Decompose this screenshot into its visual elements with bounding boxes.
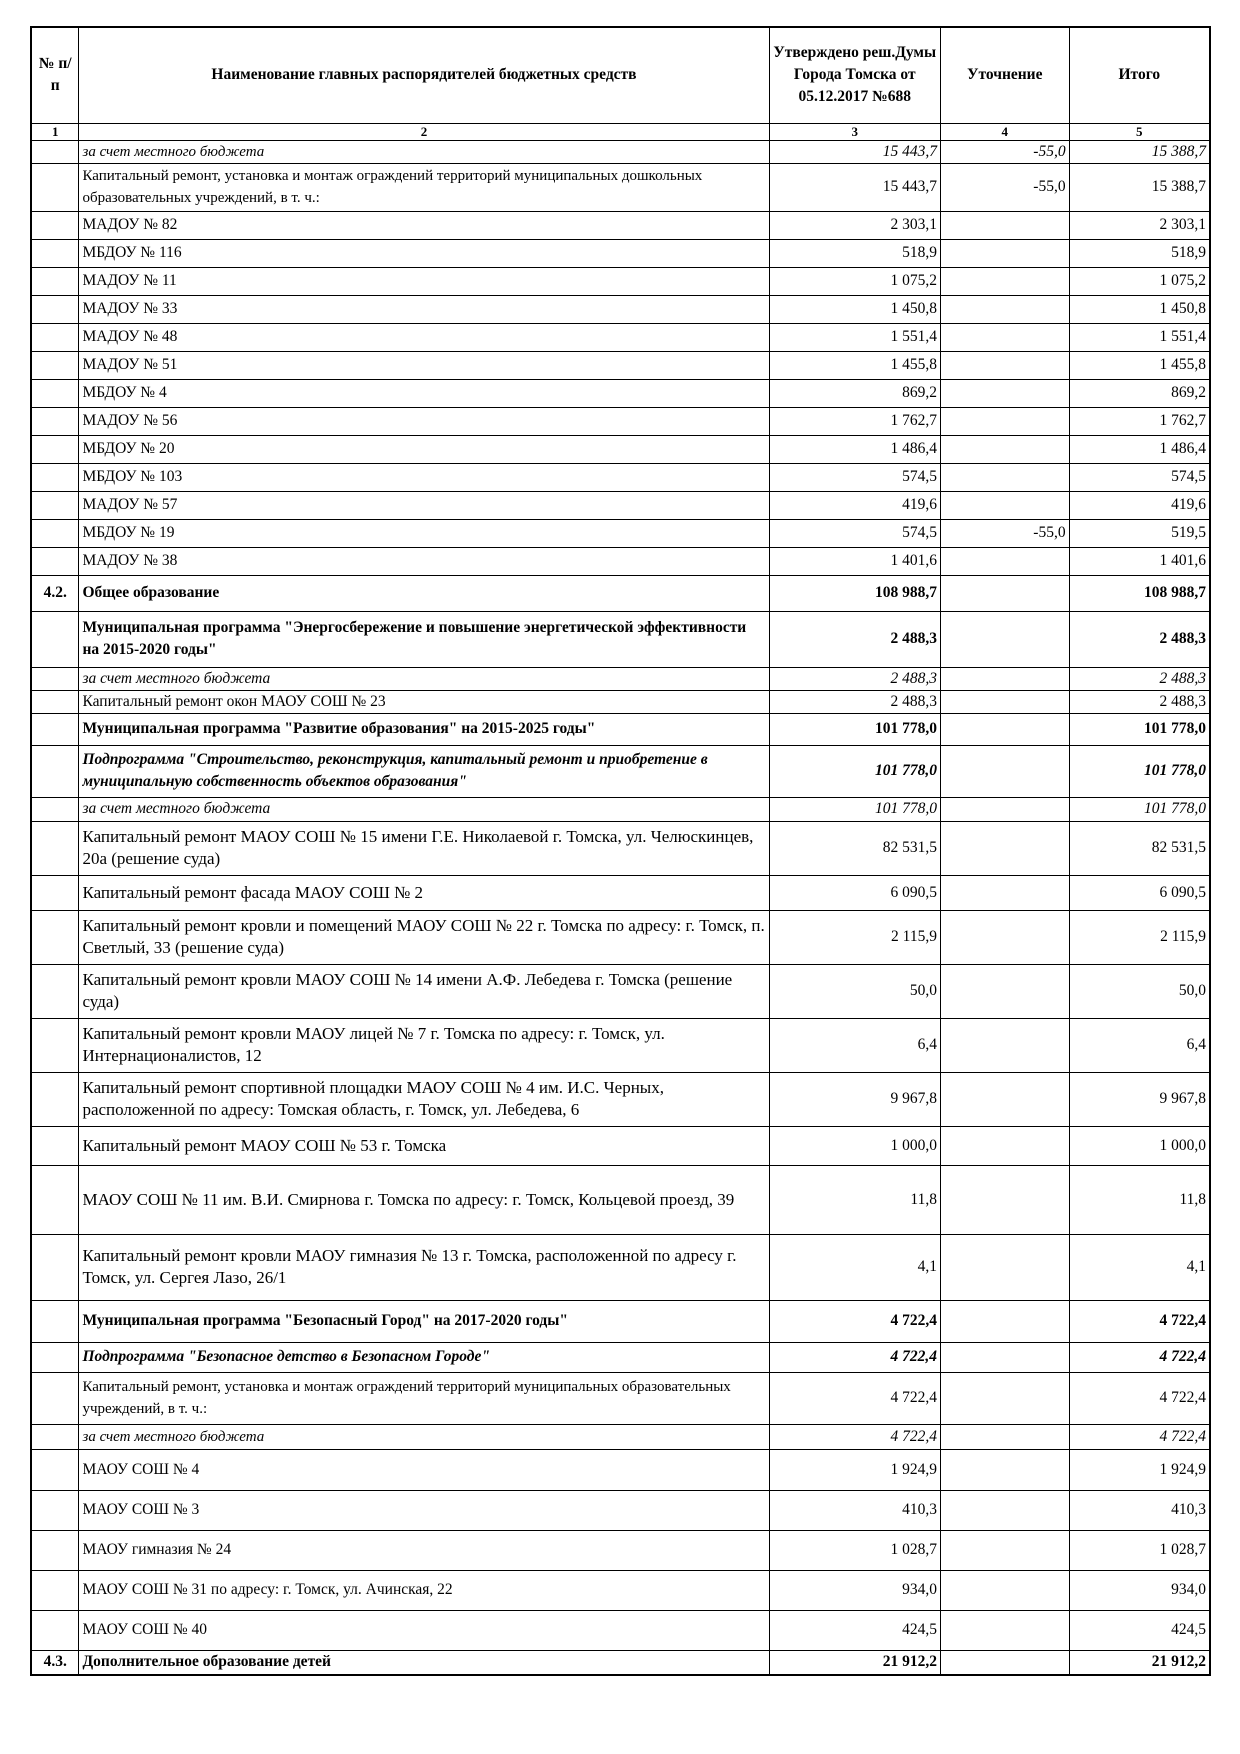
total-value: 50,0 bbox=[1069, 964, 1210, 1018]
total-value: 519,5 bbox=[1069, 519, 1210, 547]
row-name: МАОУ СОШ № 3 bbox=[79, 1490, 769, 1530]
table-row bbox=[31, 1424, 1210, 1449]
clarification-value bbox=[940, 239, 1069, 267]
total-value: 869,2 bbox=[1069, 379, 1210, 407]
clarification-value bbox=[940, 1449, 1069, 1490]
total-value: 4 722,4 bbox=[1069, 1372, 1210, 1424]
clarification-value bbox=[940, 713, 1069, 745]
total-value: 108 988,7 bbox=[1069, 575, 1210, 611]
table-row bbox=[31, 1570, 1210, 1610]
row-number bbox=[31, 1449, 79, 1490]
row-name: МАДОУ № 11 bbox=[79, 267, 769, 295]
row-name: МАОУ СОШ № 4 bbox=[79, 1449, 769, 1490]
approved-value: 1 000,0 bbox=[769, 1126, 940, 1165]
clarification-value bbox=[940, 1072, 1069, 1126]
total-value: 101 778,0 bbox=[1069, 745, 1210, 797]
approved-value: 2 488,3 bbox=[769, 667, 940, 690]
header-clarification: Уточнение bbox=[940, 27, 1069, 123]
table-row bbox=[31, 1449, 1210, 1490]
row-name: МАДОУ № 57 bbox=[79, 491, 769, 519]
row-number bbox=[31, 267, 79, 295]
approved-value: 4 722,4 bbox=[769, 1372, 940, 1424]
row-name: Капитальный ремонт кровли МАОУ лицей № 7 г. Томска по адресу: г. Томск, ул. Интернационалистов, 12 bbox=[79, 1018, 769, 1072]
approved-value: 101 778,0 bbox=[769, 745, 940, 797]
row-name: МАДОУ № 56 bbox=[79, 407, 769, 435]
row-name: Подпрограмма "Строительство, реконструкция, капитальный ремонт и приобретение в муниципальную собственность объектов образования" bbox=[79, 745, 769, 797]
header-name: Наименование главных распорядителей бюджетных средств bbox=[79, 27, 769, 123]
row-number bbox=[31, 323, 79, 351]
approved-value: 1 551,4 bbox=[769, 323, 940, 351]
approved-value: 1 075,2 bbox=[769, 267, 940, 295]
row-number bbox=[31, 211, 79, 239]
table-row bbox=[31, 910, 1210, 964]
row-name: Капитальный ремонт МАОУ СОШ № 53 г. Томска bbox=[79, 1126, 769, 1165]
approved-value: 9 967,8 bbox=[769, 1072, 940, 1126]
table-row-section bbox=[31, 575, 1210, 611]
table-row bbox=[31, 1610, 1210, 1650]
table-row-section bbox=[31, 1650, 1210, 1675]
row-number bbox=[31, 435, 79, 463]
table-row bbox=[31, 379, 1210, 407]
approved-value: 2 488,3 bbox=[769, 690, 940, 713]
row-number bbox=[31, 1372, 79, 1424]
total-value: 101 778,0 bbox=[1069, 797, 1210, 821]
clarification-value bbox=[940, 575, 1069, 611]
clarification-value bbox=[940, 491, 1069, 519]
table-row-subprogram bbox=[31, 1342, 1210, 1372]
clarification-value bbox=[940, 964, 1069, 1018]
approved-value: 4 722,4 bbox=[769, 1300, 940, 1342]
table-row bbox=[31, 547, 1210, 575]
row-name: Капитальный ремонт фасада МАОУ СОШ № 2 bbox=[79, 875, 769, 910]
row-number bbox=[31, 713, 79, 745]
row-name: Капитальный ремонт кровли МАОУ СОШ № 14 имени А.Ф. Лебедева г. Томска (решение суда) bbox=[79, 964, 769, 1018]
total-value: 2 303,1 bbox=[1069, 211, 1210, 239]
header-total: Итого bbox=[1069, 27, 1210, 123]
row-name: МАОУ гимназия № 24 bbox=[79, 1530, 769, 1570]
approved-value: 50,0 bbox=[769, 964, 940, 1018]
row-name: МБДОУ № 4 bbox=[79, 379, 769, 407]
total-value: 9 967,8 bbox=[1069, 1072, 1210, 1126]
clarification-value bbox=[940, 910, 1069, 964]
row-number bbox=[31, 821, 79, 875]
row-name: Капитальный ремонт окон МАОУ СОШ № 23 bbox=[79, 690, 769, 713]
clarification-value bbox=[940, 295, 1069, 323]
total-value: 1 401,6 bbox=[1069, 547, 1210, 575]
approved-value: 2 488,3 bbox=[769, 611, 940, 667]
total-value: 21 912,2 bbox=[1069, 1650, 1210, 1675]
total-value: 2 115,9 bbox=[1069, 910, 1210, 964]
row-number bbox=[31, 1018, 79, 1072]
approved-value: 15 443,7 bbox=[769, 163, 940, 211]
row-name: МАДОУ № 82 bbox=[79, 211, 769, 239]
row-name: МАОУ СОШ № 40 bbox=[79, 1610, 769, 1650]
table-row bbox=[31, 964, 1210, 1018]
row-name: Муниципальная программа "Развитие образования" на 2015-2025 годы" bbox=[79, 713, 769, 745]
row-number: 4.2. bbox=[31, 575, 79, 611]
approved-value: 934,0 bbox=[769, 1570, 940, 1610]
table-row bbox=[31, 519, 1210, 547]
table-row bbox=[31, 875, 1210, 910]
approved-value: 2 115,9 bbox=[769, 910, 940, 964]
clarification-value bbox=[940, 611, 1069, 667]
table-row bbox=[31, 1234, 1210, 1300]
clarification-value bbox=[940, 407, 1069, 435]
clarification-value bbox=[940, 1424, 1069, 1449]
row-number bbox=[31, 667, 79, 690]
row-name: МАДОУ № 51 bbox=[79, 351, 769, 379]
row-name: МАОУ СОШ № 31 по адресу: г. Томск, ул. Ачинская, 22 bbox=[79, 1570, 769, 1610]
row-name: Муниципальная программа "Энергосбережение и повышение энергетической эффективности на 2015-2020 годы" bbox=[79, 611, 769, 667]
table-row bbox=[31, 1072, 1210, 1126]
approved-value: 21 912,2 bbox=[769, 1650, 940, 1675]
total-value: 4 722,4 bbox=[1069, 1424, 1210, 1449]
row-name: Капитальный ремонт кровли МАОУ гимназия № 13 г. Томска, расположенной по адресу г. Томск, ул. Сергея Лазо, 26/1 bbox=[79, 1234, 769, 1300]
row-number bbox=[31, 1530, 79, 1570]
table-row bbox=[31, 163, 1210, 211]
row-number bbox=[31, 351, 79, 379]
table-row bbox=[31, 1126, 1210, 1165]
row-number bbox=[31, 379, 79, 407]
row-number bbox=[31, 797, 79, 821]
approved-value: 1 455,8 bbox=[769, 351, 940, 379]
approved-value: 1 028,7 bbox=[769, 1530, 940, 1570]
column-number: 2 bbox=[79, 123, 769, 140]
clarification-value bbox=[940, 1650, 1069, 1675]
approved-value: 424,5 bbox=[769, 1610, 940, 1650]
approved-value: 1 450,8 bbox=[769, 295, 940, 323]
row-number bbox=[31, 1610, 79, 1650]
clarification-value bbox=[940, 1300, 1069, 1342]
row-number bbox=[31, 407, 79, 435]
row-number bbox=[31, 1342, 79, 1372]
table-row bbox=[31, 491, 1210, 519]
table-row bbox=[31, 821, 1210, 875]
clarification-value bbox=[940, 1234, 1069, 1300]
total-value: 1 486,4 bbox=[1069, 435, 1210, 463]
row-number bbox=[31, 463, 79, 491]
approved-value: 1 401,6 bbox=[769, 547, 940, 575]
approved-value: 101 778,0 bbox=[769, 713, 940, 745]
header-number: № п/п bbox=[31, 27, 79, 123]
row-number bbox=[31, 547, 79, 575]
clarification-value bbox=[940, 667, 1069, 690]
approved-value: 1 486,4 bbox=[769, 435, 940, 463]
clarification-value bbox=[940, 323, 1069, 351]
total-value: 424,5 bbox=[1069, 1610, 1210, 1650]
total-value: 1 000,0 bbox=[1069, 1126, 1210, 1165]
table-row bbox=[31, 323, 1210, 351]
total-value: 518,9 bbox=[1069, 239, 1210, 267]
total-value: 934,0 bbox=[1069, 1570, 1210, 1610]
table-row-subprogram bbox=[31, 745, 1210, 797]
row-name: МАДОУ № 33 bbox=[79, 295, 769, 323]
row-number bbox=[31, 519, 79, 547]
total-value: 82 531,5 bbox=[1069, 821, 1210, 875]
table-row bbox=[31, 295, 1210, 323]
approved-value: 869,2 bbox=[769, 379, 940, 407]
row-name: за счет местного бюджета bbox=[79, 140, 769, 163]
row-name: МАОУ СОШ № 11 им. В.И. Смирнова г. Томска по адресу: г. Томск, Кольцевой проезд, 39 bbox=[79, 1165, 769, 1234]
row-name: МАДОУ № 38 bbox=[79, 547, 769, 575]
header-row bbox=[31, 27, 1210, 123]
approved-value: 1 924,9 bbox=[769, 1449, 940, 1490]
row-name: за счет местного бюджета bbox=[79, 1424, 769, 1449]
approved-value: 6 090,5 bbox=[769, 875, 940, 910]
column-number: 5 bbox=[1069, 123, 1210, 140]
approved-value: 1 762,7 bbox=[769, 407, 940, 435]
clarification-value bbox=[940, 797, 1069, 821]
approved-value: 6,4 bbox=[769, 1018, 940, 1072]
row-number bbox=[31, 140, 79, 163]
approved-value: 2 303,1 bbox=[769, 211, 940, 239]
table-row bbox=[31, 407, 1210, 435]
clarification-value bbox=[940, 1530, 1069, 1570]
total-value: 1 028,7 bbox=[1069, 1530, 1210, 1570]
approved-value: 4 722,4 bbox=[769, 1342, 940, 1372]
table-row-program bbox=[31, 611, 1210, 667]
row-name: Капитальный ремонт, установка и монтаж ограждений территорий муниципальных дошкольных образовательных учреждений, в т. ч.: bbox=[79, 163, 769, 211]
table-body bbox=[31, 140, 1210, 1675]
row-number bbox=[31, 745, 79, 797]
clarification-value bbox=[940, 1610, 1069, 1650]
row-number bbox=[31, 295, 79, 323]
row-number: 4.3. bbox=[31, 1650, 79, 1675]
table-row bbox=[31, 463, 1210, 491]
total-value: 574,5 bbox=[1069, 463, 1210, 491]
clarification-value bbox=[940, 1372, 1069, 1424]
column-number: 3 bbox=[769, 123, 940, 140]
approved-value: 101 778,0 bbox=[769, 797, 940, 821]
total-value: 419,6 bbox=[1069, 491, 1210, 519]
row-number bbox=[31, 690, 79, 713]
clarification-value bbox=[940, 1342, 1069, 1372]
clarification-value: -55,0 bbox=[940, 519, 1069, 547]
clarification-value bbox=[940, 379, 1069, 407]
row-name: Муниципальная программа "Безопасный Город" на 2017-2020 годы" bbox=[79, 1300, 769, 1342]
clarification-value bbox=[940, 463, 1069, 491]
clarification-value bbox=[940, 211, 1069, 239]
clarification-value bbox=[940, 351, 1069, 379]
table-row bbox=[31, 239, 1210, 267]
clarification-value: -55,0 bbox=[940, 163, 1069, 211]
clarification-value bbox=[940, 1018, 1069, 1072]
row-number bbox=[31, 1072, 79, 1126]
approved-value: 518,9 bbox=[769, 239, 940, 267]
row-name: Общее образование bbox=[79, 575, 769, 611]
table-row bbox=[31, 140, 1210, 163]
total-value: 1 762,7 bbox=[1069, 407, 1210, 435]
approved-value: 419,6 bbox=[769, 491, 940, 519]
row-number bbox=[31, 910, 79, 964]
table-row bbox=[31, 1372, 1210, 1424]
total-value: 1 450,8 bbox=[1069, 295, 1210, 323]
row-name: МБДОУ № 103 bbox=[79, 463, 769, 491]
total-value: 1 924,9 bbox=[1069, 1449, 1210, 1490]
approved-value: 15 443,7 bbox=[769, 140, 940, 163]
total-value: 15 388,7 bbox=[1069, 163, 1210, 211]
table-row bbox=[31, 1490, 1210, 1530]
clarification-value: -55,0 bbox=[940, 140, 1069, 163]
table-row bbox=[31, 797, 1210, 821]
table-row bbox=[31, 1165, 1210, 1234]
approved-value: 108 988,7 bbox=[769, 575, 940, 611]
budget-table bbox=[30, 26, 1211, 1676]
total-value: 410,3 bbox=[1069, 1490, 1210, 1530]
total-value: 6 090,5 bbox=[1069, 875, 1210, 910]
table-row bbox=[31, 1018, 1210, 1072]
clarification-value bbox=[940, 1490, 1069, 1530]
row-number bbox=[31, 875, 79, 910]
clarification-value bbox=[940, 690, 1069, 713]
row-number bbox=[31, 1234, 79, 1300]
row-name: Капитальный ремонт спортивной площадки МАОУ СОШ № 4 им. И.С. Черных, расположенной по адресу: Томская область, г. Томск, ул. Лебедева, 6 bbox=[79, 1072, 769, 1126]
total-value: 1 551,4 bbox=[1069, 323, 1210, 351]
total-value: 2 488,3 bbox=[1069, 611, 1210, 667]
total-value: 101 778,0 bbox=[1069, 713, 1210, 745]
clarification-value bbox=[940, 1126, 1069, 1165]
clarification-value bbox=[940, 547, 1069, 575]
column-number-row bbox=[31, 123, 1210, 140]
row-number bbox=[31, 491, 79, 519]
table-row bbox=[31, 690, 1210, 713]
row-name: Капитальный ремонт кровли и помещений МАОУ СОШ № 22 г. Томска по адресу: г. Томск, п. Светлый, 33 (решение суда) bbox=[79, 910, 769, 964]
clarification-value bbox=[940, 435, 1069, 463]
row-name: Дополнительное образование детей bbox=[79, 1650, 769, 1675]
clarification-value bbox=[940, 821, 1069, 875]
clarification-value bbox=[940, 1165, 1069, 1234]
table-row bbox=[31, 351, 1210, 379]
row-name: МБДОУ № 116 bbox=[79, 239, 769, 267]
row-name: за счет местного бюджета bbox=[79, 667, 769, 690]
approved-value: 574,5 bbox=[769, 463, 940, 491]
approved-value: 410,3 bbox=[769, 1490, 940, 1530]
column-number: 1 bbox=[31, 123, 79, 140]
total-value: 1 075,2 bbox=[1069, 267, 1210, 295]
total-value: 4 722,4 bbox=[1069, 1342, 1210, 1372]
table-row-program bbox=[31, 713, 1210, 745]
clarification-value bbox=[940, 267, 1069, 295]
total-value: 1 455,8 bbox=[1069, 351, 1210, 379]
approved-value: 574,5 bbox=[769, 519, 940, 547]
row-number bbox=[31, 1570, 79, 1610]
approved-value: 4 722,4 bbox=[769, 1424, 940, 1449]
total-value: 4 722,4 bbox=[1069, 1300, 1210, 1342]
row-number bbox=[31, 1165, 79, 1234]
total-value: 2 488,3 bbox=[1069, 690, 1210, 713]
total-value: 2 488,3 bbox=[1069, 667, 1210, 690]
row-number bbox=[31, 163, 79, 211]
row-number bbox=[31, 239, 79, 267]
row-number bbox=[31, 964, 79, 1018]
column-number: 4 bbox=[940, 123, 1069, 140]
table-row bbox=[31, 211, 1210, 239]
clarification-value bbox=[940, 745, 1069, 797]
table-row-program bbox=[31, 1300, 1210, 1342]
total-value: 15 388,7 bbox=[1069, 140, 1210, 163]
row-number bbox=[31, 1490, 79, 1530]
table-row bbox=[31, 1530, 1210, 1570]
table-row bbox=[31, 267, 1210, 295]
row-name: Капитальный ремонт МАОУ СОШ № 15 имени Г.Е. Николаевой г. Томска, ул. Челюскинцев, 20а (решение суда) bbox=[79, 821, 769, 875]
row-number bbox=[31, 1126, 79, 1165]
row-name: за счет местного бюджета bbox=[79, 797, 769, 821]
total-value: 11,8 bbox=[1069, 1165, 1210, 1234]
row-name: МБДОУ № 20 bbox=[79, 435, 769, 463]
table-row bbox=[31, 667, 1210, 690]
approved-value: 82 531,5 bbox=[769, 821, 940, 875]
total-value: 4,1 bbox=[1069, 1234, 1210, 1300]
approved-value: 11,8 bbox=[769, 1165, 940, 1234]
approved-value: 4,1 bbox=[769, 1234, 940, 1300]
clarification-value bbox=[940, 875, 1069, 910]
row-number bbox=[31, 1424, 79, 1449]
table-row bbox=[31, 435, 1210, 463]
row-number bbox=[31, 611, 79, 667]
header-approved: Утверждено реш.Думы Города Томска от 05.12.2017 №688 bbox=[769, 27, 940, 123]
total-value: 6,4 bbox=[1069, 1018, 1210, 1072]
row-number bbox=[31, 1300, 79, 1342]
row-name: МБДОУ № 19 bbox=[79, 519, 769, 547]
row-name: Капитальный ремонт, установка и монтаж ограждений территорий муниципальных образовательных учреждений, в т. ч.: bbox=[79, 1372, 769, 1424]
clarification-value bbox=[940, 1570, 1069, 1610]
row-name: МАДОУ № 48 bbox=[79, 323, 769, 351]
row-name: Подпрограмма "Безопасное детство в Безопасном Городе" bbox=[79, 1342, 769, 1372]
